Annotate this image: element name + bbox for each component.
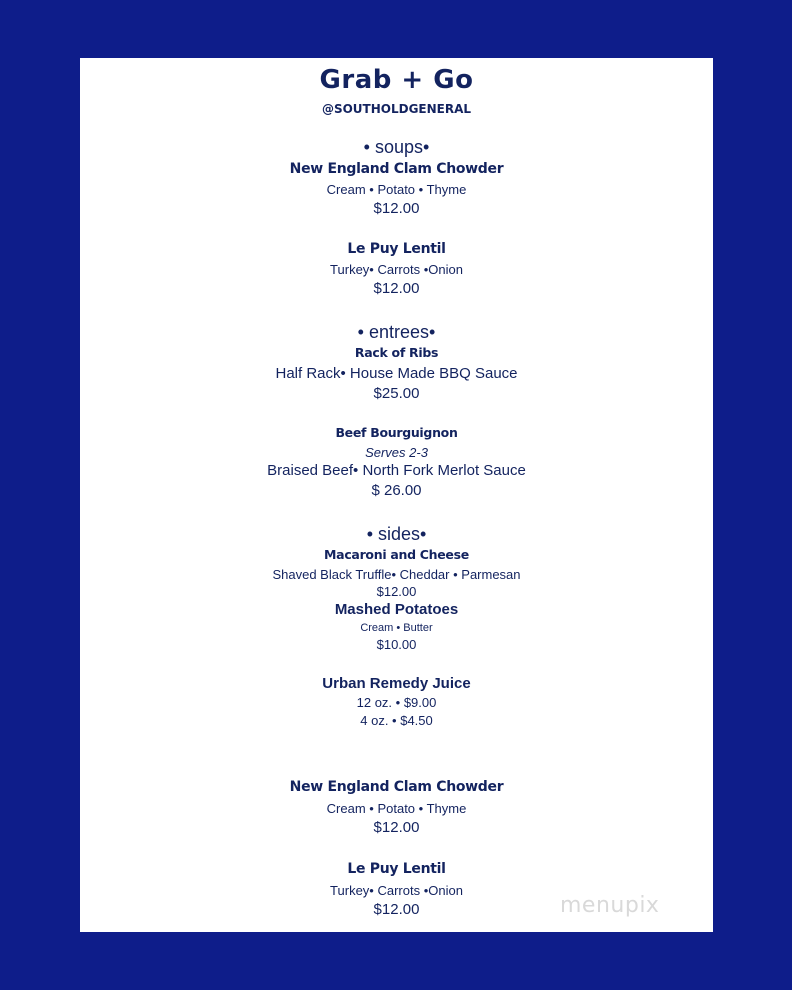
item-description-mac-cheese: Shaved Black Truffle• Cheddar • Parmesan — [272, 567, 521, 582]
item-description-mashed-potatoes: Cream • Butter — [360, 622, 433, 634]
item-price-lentil: $12.00 — [373, 280, 420, 297]
item-description-clam-chowder: Cream • Potato • Thyme — [326, 182, 467, 197]
section-heading-sides: • sides• — [366, 524, 427, 544]
item-price-clam-chowder-repeat: $12.00 — [373, 819, 420, 836]
item-name-lentil: Le Puy Lentil — [347, 241, 446, 257]
menu-title: Grab + Go — [319, 65, 474, 95]
item-description-bourguignon: Braised Beef• North Fork Merlot Sauce — [267, 462, 526, 479]
item-price-mashed-potatoes: $10.00 — [376, 637, 417, 652]
item-name-juice: Urban Remedy Juice — [322, 675, 471, 692]
item-price-ribs: $25.00 — [373, 385, 420, 402]
juice-option-12oz: 12 oz. • $9.00 — [356, 695, 437, 710]
social-handle: @SOUTHOLDGENERAL — [321, 102, 472, 116]
item-name-lentil-repeat: Le Puy Lentil — [347, 861, 446, 877]
item-serves-bourguignon: Serves 2-3 — [365, 445, 428, 460]
item-description-clam-chowder-repeat: Cream • Potato • Thyme — [326, 801, 467, 816]
item-price-mac-cheese: $12.00 — [376, 584, 417, 599]
section-heading-soups: • soups• — [363, 137, 430, 157]
item-name-clam-chowder: New England Clam Chowder — [289, 161, 504, 177]
item-price-lentil-repeat: $12.00 — [373, 901, 420, 918]
item-description-ribs: Half Rack• House Made BBQ Sauce — [275, 365, 518, 382]
item-name-mac-cheese: Macaroni and Cheese — [324, 547, 469, 562]
menupix-watermark: menupix — [560, 893, 660, 918]
item-price-bourguignon: $ 26.00 — [371, 482, 422, 499]
item-name-bourguignon: Beef Bourguignon — [335, 425, 458, 440]
item-name-ribs: Rack of Ribs — [354, 345, 439, 360]
item-name-clam-chowder-repeat: New England Clam Chowder — [289, 779, 504, 795]
item-price-clam-chowder: $12.00 — [373, 200, 420, 217]
item-name-mashed-potatoes: Mashed Potatoes — [334, 601, 459, 618]
item-description-lentil-repeat: Turkey• Carrots •Onion — [330, 883, 463, 898]
item-description-lentil: Turkey• Carrots •Onion — [330, 262, 463, 277]
menu-page — [80, 58, 713, 932]
juice-option-4oz: 4 oz. • $4.50 — [360, 713, 433, 728]
section-heading-entrees: • entrees• — [357, 322, 436, 342]
